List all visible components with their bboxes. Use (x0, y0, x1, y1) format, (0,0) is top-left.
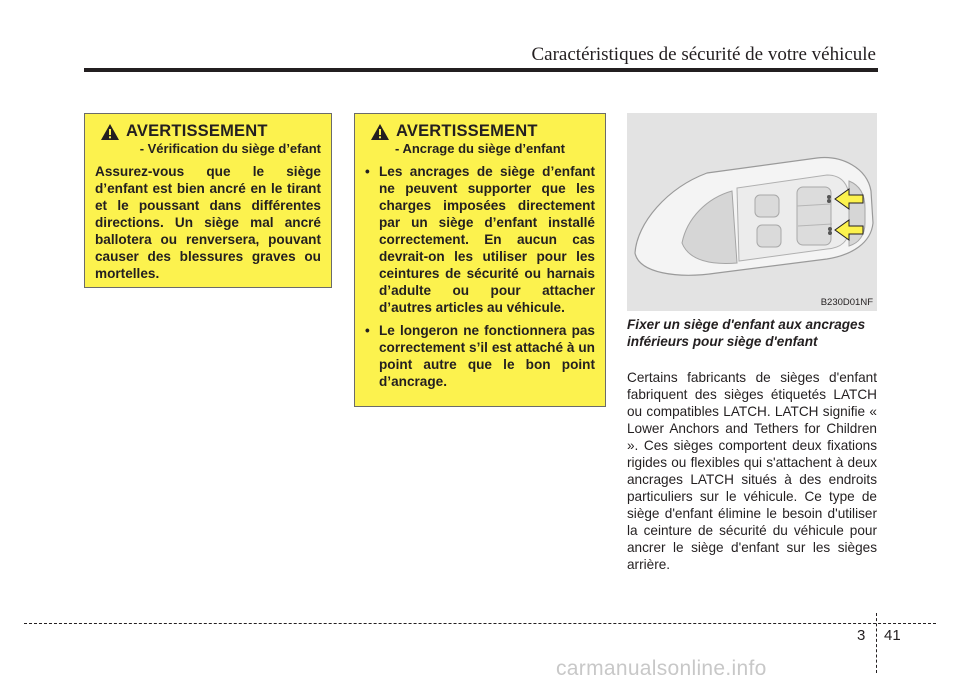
footer-rule (24, 623, 936, 624)
warning-box-anchorage (354, 113, 606, 407)
warning-header (95, 122, 321, 141)
page-number: 41 (884, 627, 901, 644)
warning-subtitle: - Ancrage du siège d’enfant (395, 141, 565, 156)
warning-title: AVERTISSEMENT (126, 122, 268, 140)
warning-body: Assurez-vous que le siège d’enfant est bien ancré en le tirant et le poussant dans différentes directions. Un siège mal ancré ballotera ou renversera, pouvant causer des blessures graves ou mortelles. (95, 164, 321, 281)
car-top-view-illustration (627, 113, 877, 311)
car-latch-figure (627, 113, 877, 311)
warning-list (365, 163, 595, 390)
warning-triangle-icon (370, 123, 390, 141)
header-rule (84, 68, 878, 72)
figure-code: B230D01NF (820, 297, 873, 308)
page-header-title: Caractéristiques de sécurité de votre véhicule (531, 44, 876, 65)
watermark: carmanualsonline.info (556, 657, 767, 680)
warning-title: AVERTISSEMENT (396, 122, 538, 140)
warning-list-item: • Les ancrages de siège d’enfant ne peuvent supporter que les charges imposées directement par un siège d’enfant installé correctement. En aucun cas devrait-on les utiliser pour les ceintures de sécurité ou harnais d’adulte ou pour attacher d’autres articles au véhicule. (365, 163, 595, 316)
footer-divider (876, 613, 877, 673)
section-body: Certains fabricants de sièges d'enfant fabriquent des sièges étiquetés LATCH ou compatibles LATCH. LATCH signifie « Lower Anchors and Tethers for Children ». Ces sièges comportent deux fixations rigides ou flexibles qui s'attachent à deux ancrages LATCH situés à des endroits particuliers sur le véhicule. Ce type de siège d'enfant élimine le besoin d'utiliser la ceinture de sécurité du véhicule pour ancrer le siège d'enfant sur les sièges arrière. (627, 370, 877, 572)
warning-box-seat-check (84, 113, 332, 288)
section-title: Fixer un siège d'enfant aux ancrages inférieurs pour siège d'enfant (627, 317, 866, 349)
warning-subtitle: - Vérification du siège d’efant (139, 141, 321, 156)
chapter-number: 3 (857, 627, 866, 644)
warning-triangle-icon (100, 123, 120, 141)
warning-list-item: • Le longeron ne fonctionnera pas correctement s’il est attaché à un point autre que le bon point d’ancrage. (365, 322, 595, 390)
warning-header (365, 122, 595, 141)
